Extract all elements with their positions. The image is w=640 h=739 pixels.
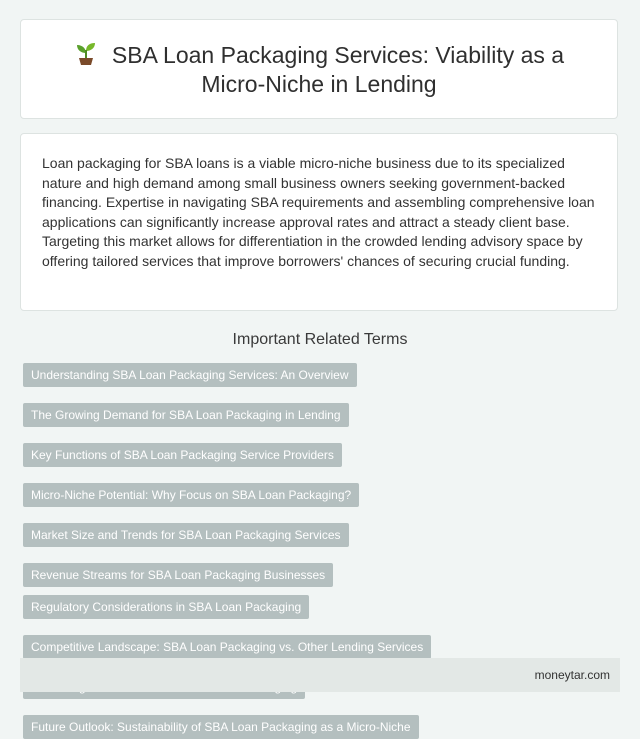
related-term-link[interactable]: Micro-Niche Potential: Why Focus on SBA Loan Packaging? <box>23 483 359 507</box>
related-terms-heading: Important Related Terms <box>232 331 408 348</box>
seedling-icon <box>74 40 98 66</box>
related-term-link[interactable]: Understanding SBA Loan Packaging Services: An Overview <box>23 363 357 387</box>
related-term-link[interactable]: Revenue Streams for SBA Loan Packaging Businesses <box>23 563 333 587</box>
title-card <box>20 19 618 119</box>
page-title <box>49 40 589 99</box>
related-term-link[interactable]: Future Outlook: Sustainability of SBA Loan Packaging as a Micro-Niche <box>23 715 419 739</box>
related-term-link[interactable]: The Growing Demand for SBA Loan Packaging in Lending <box>23 403 349 427</box>
related-term-link[interactable]: Key Functions of SBA Loan Packaging Service Providers <box>23 443 342 467</box>
footer-site[interactable]: moneytar.com <box>534 668 610 682</box>
page-title-text: SBA Loan Packaging Services: Viability as a Micro-Niche in Lending <box>111 41 565 97</box>
related-term-link[interactable]: Regulatory Considerations in SBA Loan Packaging <box>23 595 309 619</box>
summary-text: Loan packaging for SBA loans is a viable micro-niche business due to its specialized nature and high demand among small business owners seeking government-backed financing. Expertise in navigating SBA requirements and assembling comprehensive loan applications can significantly increase approval rates and attract a steady client base. Targeting this market allows for differentiation in the crowded lending advisory space by offering tailored services that improve borrowers' chances of securing crucial funding. <box>42 155 595 269</box>
footer <box>20 658 620 692</box>
related-term-link[interactable]: Competitive Landscape: SBA Loan Packaging vs. Other Lending Services <box>23 635 431 659</box>
related-term-link[interactable]: Market Size and Trends for SBA Loan Packaging Services <box>23 523 349 547</box>
summary-card <box>20 133 618 311</box>
